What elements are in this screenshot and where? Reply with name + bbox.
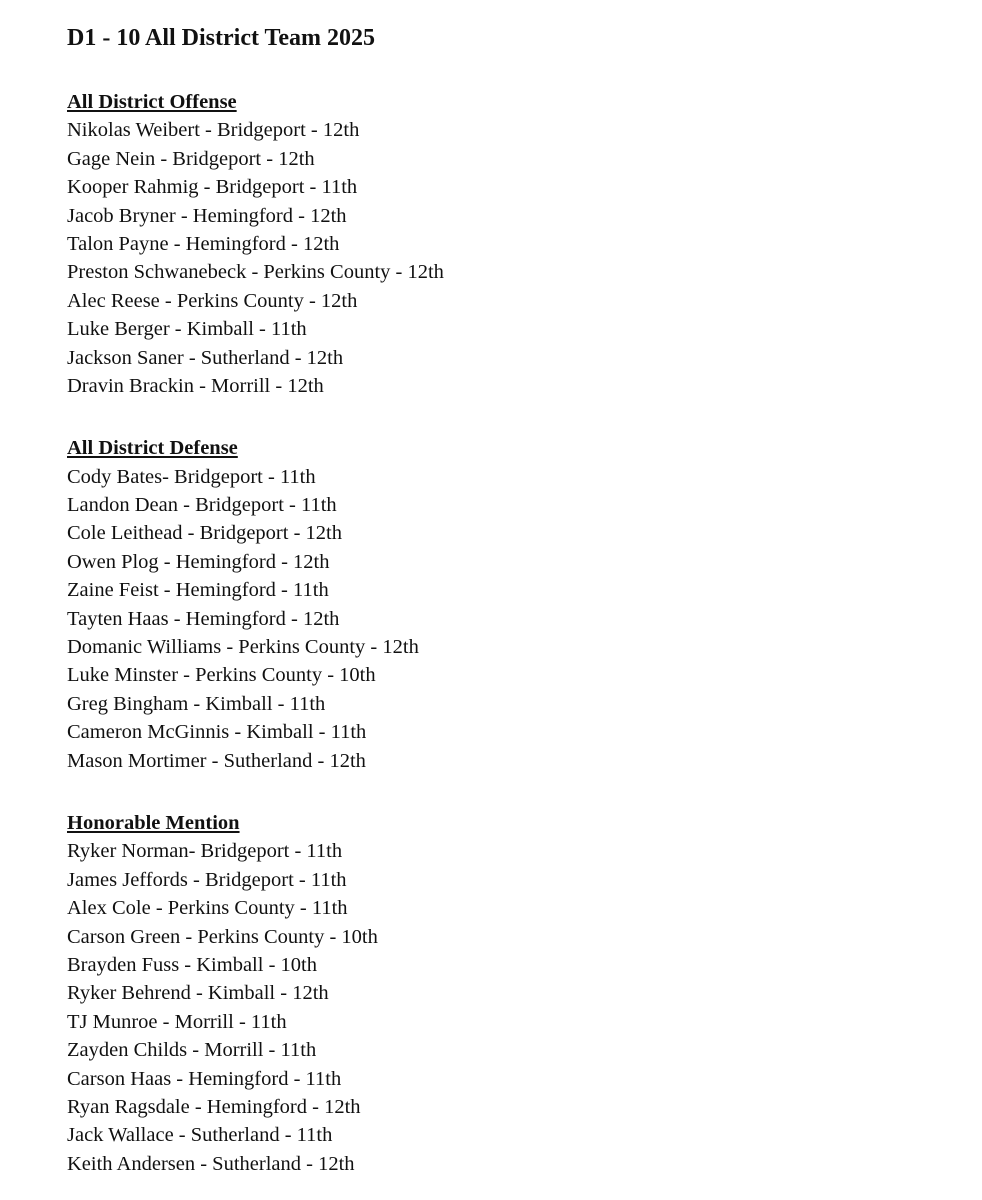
player-entry: James Jeffords - Bridgeport - 11th <box>67 868 347 891</box>
document-page <box>67 22 947 1178</box>
player-entry: Preston Schwanebeck - Perkins County - 12th <box>67 261 444 284</box>
player-entry: Luke Minster - Perkins County - 10th <box>67 664 376 687</box>
player-entry: Zayden Childs - Morrill - 11th <box>67 1039 317 1062</box>
player-entry: Tayten Haas - Hemingford - 12th <box>67 607 340 630</box>
player-entry: Cole Leithead - Bridgeport - 12th <box>67 522 342 545</box>
player-entry: Nikolas Weibert - Bridgeport - 12th <box>67 119 360 142</box>
player-entry: Zaine Feist - Hemingford - 11th <box>67 579 329 602</box>
player-entry: Jack Wallace - Sutherland - 11th <box>67 1124 333 1147</box>
player-entry: Domanic Williams - Perkins County - 12th <box>67 636 419 659</box>
player-entry: Alec Reese - Perkins County - 12th <box>67 289 358 312</box>
player-entry: Owen Plog - Hemingford - 12th <box>67 550 330 573</box>
section-heading: All District Defense <box>67 437 238 460</box>
player-entry: Gage Nein - Bridgeport - 12th <box>67 147 315 170</box>
player-entry: Carson Green - Perkins County - 10th <box>67 925 378 948</box>
player-list <box>67 837 947 1178</box>
section-honorable-mention <box>67 809 947 1178</box>
player-entry: Keith Andersen - Sutherland - 12th <box>67 1152 355 1175</box>
player-entry: Ryker Norman- Bridgeport - 11th <box>67 840 343 863</box>
player-entry: Mason Mortimer - Sutherland - 12th <box>67 749 366 772</box>
player-entry: Luke Berger - Kimball - 11th <box>67 318 307 341</box>
section-defense <box>67 434 947 775</box>
player-entry: Dravin Brackin - Morrill - 12th <box>67 374 324 397</box>
player-entry: Greg Bingham - Kimball - 11th <box>67 692 326 715</box>
player-entry: Jacob Bryner - Hemingford - 12th <box>67 204 347 227</box>
player-entry: Ryker Behrend - Kimball - 12th <box>67 982 329 1005</box>
section-heading: All District Offense <box>67 91 237 113</box>
player-entry: Cody Bates- Bridgeport - 11th <box>67 465 316 488</box>
document-title: D1 - 10 All District Team 2025 <box>67 25 375 51</box>
player-entry: Alex Cole - Perkins County - 11th <box>67 897 348 920</box>
player-list <box>67 116 947 400</box>
player-entry: Ryan Ragsdale - Hemingford - 12th <box>67 1095 361 1118</box>
player-entry: Jackson Saner - Sutherland - 12th <box>67 346 344 369</box>
player-entry: TJ Munroe - Morrill - 11th <box>67 1010 287 1033</box>
player-list <box>67 463 947 775</box>
player-entry: Brayden Fuss - Kimball - 10th <box>67 953 317 976</box>
player-entry: Talon Payne - Hemingford - 12th <box>67 232 340 255</box>
player-entry: Landon Dean - Bridgeport - 11th <box>67 494 337 517</box>
player-entry: Carson Haas - Hemingford - 11th <box>67 1067 342 1090</box>
player-entry: Kooper Rahmig - Bridgeport - 11th <box>67 176 358 199</box>
section-offense <box>67 88 947 400</box>
player-entry: Cameron McGinnis - Kimball - 11th <box>67 721 367 744</box>
section-heading: Honorable Mention <box>67 811 240 834</box>
